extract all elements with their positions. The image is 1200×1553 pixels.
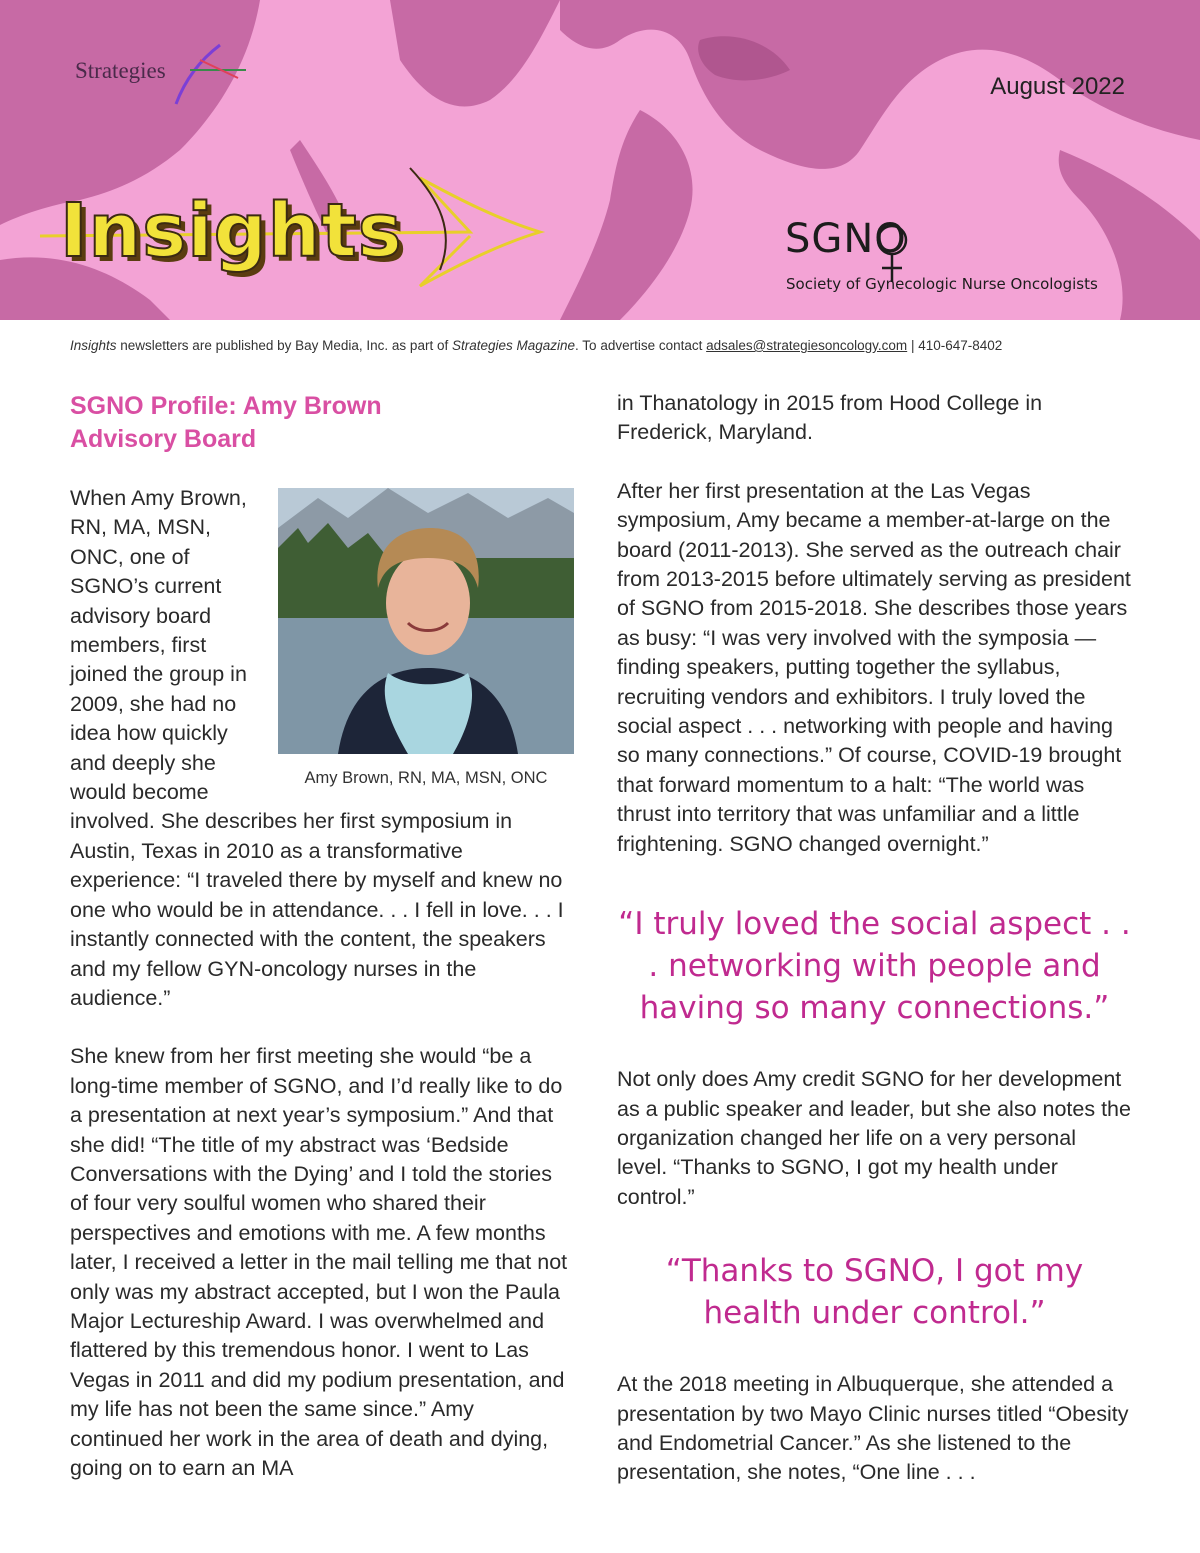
advertise-email-link[interactable]: adsales@strategiesoncology.com [706,338,908,353]
headline-line2: Advisory Board [70,425,257,453]
publication-line [70,338,1130,353]
right-paragraph-2: After her first presentation at the Las Vegas symposium, Amy became a member-at-large on the board (2011-2013). She served as the outreach chair from 2013-2015 before ultimately serving as president of SGNO from 2015-2018. She describes those years as busy: “I was very involved with the symposia — finding speakers, putting together the syllabus, recruiting vendors and exhibitors. I truly loved the social aspect . . . networking with people and having so many connections.” Of course, COVID-19 brought that forward momentum to a halt: “The world was thrust into territory that was unfamiliar and a little frightening. SGNO changed overnight.” [617,478,1131,856]
photo-caption: Amy Brown, RN, MA, MSN, ONC [304,769,548,787]
left-paragraph-1: When Amy Brown, RN, MA, MSN, ONC, one of SGNO’s current advisory board members, first joined the group in 2009, she had no idea how quickly and deeply she would become involved. She describes her first symposium in Austin, Texas in 2010 as a transformative experience: “I traveled there by myself and knew no one who would be in attendance. . . I fell in love. . . I instantly connected with the content, the speakers and my fellow GYN-oncology nurses in the audience.” [70,486,564,1010]
sgno-full-name: Society of Gynecologic Nurse Oncologists [786,275,1098,293]
publine-text2: . To advertise contact [575,338,707,353]
newsletter-title: Insights [60,188,403,274]
pull-quote-2: “Thanks to SGNO, I got my health under control.” [665,1253,1084,1332]
sgno-logo: SGNO [785,216,907,262]
publine-text1: newsletters are published by Bay Media, Inc. as part of [116,338,452,353]
right-paragraph-3: Not only does Amy credit SGNO for her development as a public speaker and leader, but she also notes the organization changed her life on a very personal level. “Thanks to SGNO, I got my health under control.” [617,1067,1131,1209]
masthead-banner [0,0,1200,320]
pull-quote-1: “I truly loved the social aspect . . . networking with people and having so many connections.” [618,906,1131,1027]
publine-magazine: Strategies Magazine [451,338,576,353]
publine-insights: Insights [70,338,117,353]
left-column [70,484,570,1483]
profile-photo [278,488,574,754]
right-paragraph-4: At the 2018 meeting in Albuquerque, she attended a presentation by two Mayo Clinic nurses titled “Obesity and Endometrial Cancer.” As she listened to the presentation, she notes, “One line . . . [617,1372,1129,1485]
headline-line1: SGNO Profile: Amy Brown [70,392,382,420]
profile-photo-figure [278,488,574,793]
right-paragraph-1: in Thanatology in 2015 from Hood College in Frederick, Maryland. [617,391,1043,445]
article-headline [70,390,490,456]
left-paragraph-2: She knew from her first meeting she would “be a long-time member of SGNO, and I’d really like to do a presentation at next year’s symposium.” And that she did! “The title of my abstract was ‘Bedside Conversations with the Dying’ and I told the stories of four very soulful women who shared their perspectives and emotions with me. A few months later, I received a letter in the mail telling me that not only was my abstract accepted, but I won the Paula Major Lectureship Award. I was overwhelmed and flattered by this tremendous honor. I went to Las Vegas in 2011 and did my podium presentation, and my life has not been the same since.” Amy continued her work in the area of death and dying, going on to earn an MA [70,1044,568,1480]
issue-date: August 2022 [990,73,1125,100]
publine-phone: | 410-647-8402 [907,338,1003,353]
strategies-logo: Strategies [75,58,166,83]
right-column [617,389,1132,1488]
